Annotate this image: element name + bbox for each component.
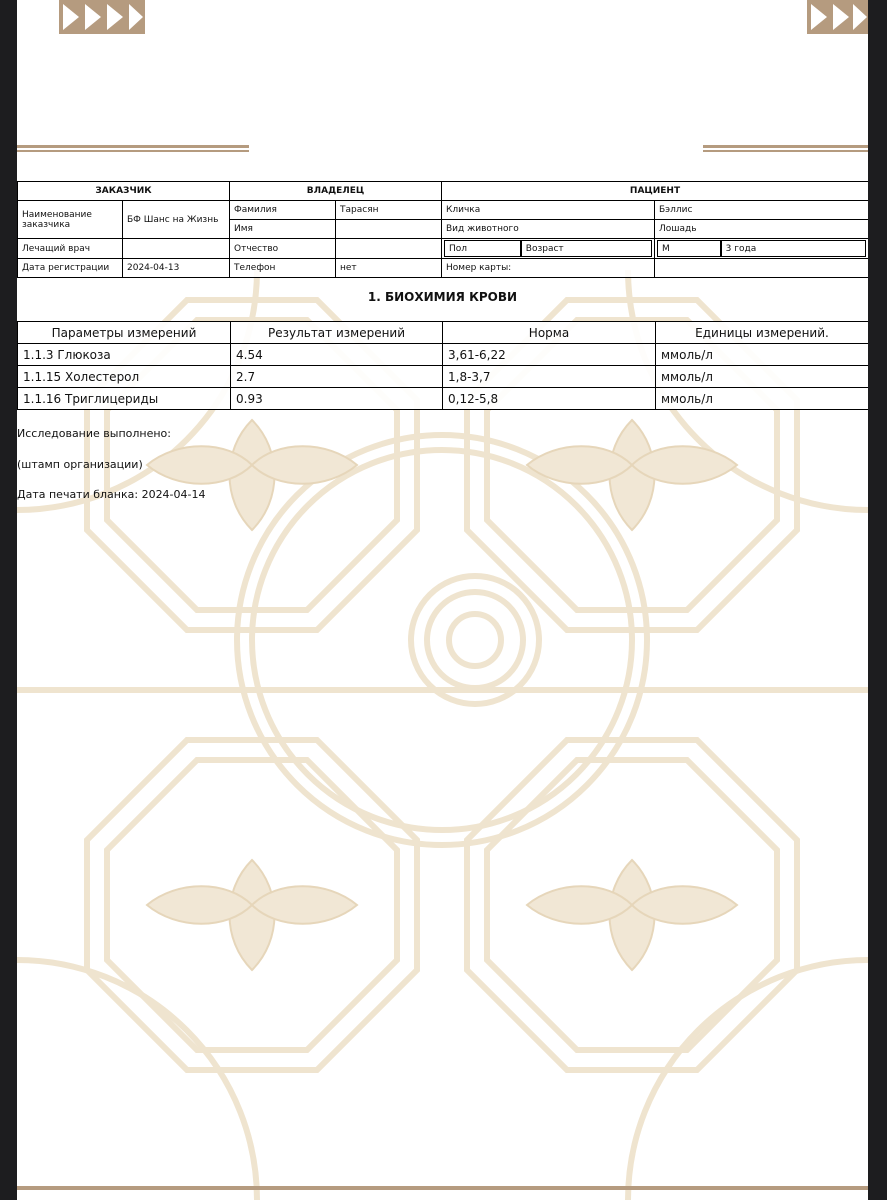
patient-sex-age-left — [442, 239, 655, 259]
corner-ornament-right — [807, 0, 868, 34]
patient-sex-age-right — [655, 239, 869, 259]
patient-species-label: Вид животного — [442, 220, 655, 239]
result-cell: 2.7 — [231, 366, 443, 388]
owner-patronymic-label: Отчество — [230, 239, 336, 259]
owner-phone-label: Телефон — [230, 259, 336, 278]
unit-cell: ммоль/л — [656, 388, 869, 410]
param-cell: 1.1.15 Холестерол — [18, 366, 231, 388]
header-info-table — [17, 181, 868, 278]
customer-name-label: Наименование заказчика — [18, 201, 123, 239]
doctor-label: Лечащий врач — [18, 239, 123, 259]
registration-date-value: 2024-04-13 — [123, 259, 230, 278]
corner-ornament-left — [59, 0, 145, 34]
results-header-row — [18, 322, 869, 344]
patient-card-label: Номер карты: — [442, 259, 655, 278]
param-cell: 1.1.16 Триглицериды — [18, 388, 231, 410]
table-row — [18, 344, 869, 366]
col-header-result: Результат измерений — [231, 322, 443, 344]
patient-title: ПАЦИЕНТ — [442, 182, 869, 201]
param-cell: 1.1.3 Глюкоза — [18, 344, 231, 366]
customer-name-value: БФ Шанс на Жизнь — [123, 201, 230, 239]
owner-patronymic-value — [336, 239, 442, 259]
bottom-divider — [17, 1186, 868, 1190]
patient-age-value: 3 года — [721, 240, 866, 257]
customer-title: ЗАКАЗЧИК — [18, 182, 230, 201]
table-row — [18, 366, 869, 388]
patient-age-label: Возраст — [521, 240, 652, 257]
table-row — [18, 388, 869, 410]
owner-lastname-label: Фамилия — [230, 201, 336, 220]
col-header-norm: Норма — [443, 322, 656, 344]
owner-title: ВЛАДЕЛЕЦ — [230, 182, 442, 201]
stamp-placeholder-text: (штамп организации) — [17, 458, 143, 471]
col-header-unit: Единицы измерений. — [656, 322, 869, 344]
norm-cell: 3,61-6,22 — [443, 344, 656, 366]
owner-firstname-label: Имя — [230, 220, 336, 239]
result-cell: 4.54 — [231, 344, 443, 366]
owner-lastname-value: Тарасян — [336, 201, 442, 220]
report-page — [17, 0, 868, 1200]
print-date-text: Дата печати бланка: 2024-04-14 — [17, 488, 206, 501]
owner-firstname-value — [336, 220, 442, 239]
divider-ornament-right — [703, 145, 868, 153]
norm-cell: 0,12-5,8 — [443, 388, 656, 410]
unit-cell: ммоль/л — [656, 344, 869, 366]
divider-ornament-left — [17, 145, 249, 153]
registration-date-label: Дата регистрации — [18, 259, 123, 278]
section-title: 1. БИОХИМИЯ КРОВИ — [367, 290, 518, 304]
patient-sex-value: М — [657, 240, 721, 257]
patient-name-label: Кличка — [442, 201, 655, 220]
result-cell: 0.93 — [231, 388, 443, 410]
doctor-value — [123, 239, 230, 259]
performed-by-text: Исследование выполнено: — [17, 427, 171, 440]
patient-sex-label: Пол — [444, 240, 521, 257]
patient-card-value — [655, 259, 869, 278]
unit-cell: ммоль/л — [656, 366, 869, 388]
col-header-param: Параметры измерений — [18, 322, 231, 344]
owner-phone-value: нет — [336, 259, 442, 278]
results-table — [17, 321, 868, 410]
patient-name-value: Бэллис — [655, 201, 869, 220]
norm-cell: 1,8-3,7 — [443, 366, 656, 388]
patient-species-value: Лошадь — [655, 220, 869, 239]
